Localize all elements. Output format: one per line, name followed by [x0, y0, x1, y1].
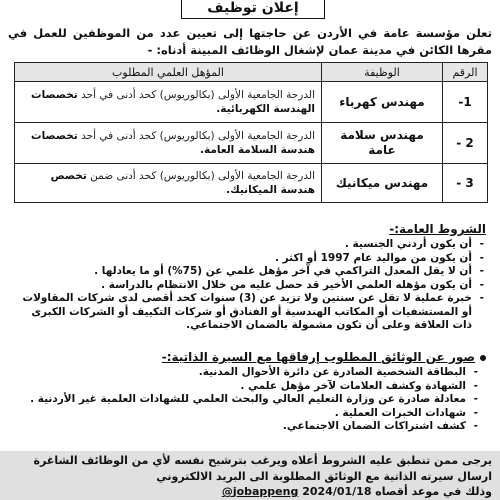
list-item: - معادلة صادرة عن وزارة التعليم العالي والبحث العلمي للشهادات العلمية غير الأردنية . — [20, 393, 480, 407]
header-req: المؤهل العلمي المطلوب — [15, 63, 322, 82]
conditions-title: الشروط العامة:- — [389, 222, 486, 236]
list-item: - أن يكون مؤهله العلمي الأخير قد حصل عليه من خلال الانتظام بالدراسة . — [14, 279, 486, 293]
list-item: - أن لا يقل المعدل التراكمي في آخر مؤهل علمي عن (75%) أو ما يعادلها . — [14, 265, 486, 279]
req-text: الدرجة الجامعية الأولى (بكالوريوس) كحد أدنى في أحد — [81, 130, 315, 142]
jobs-table — [14, 62, 488, 203]
row-req — [15, 123, 322, 164]
table-row — [15, 123, 488, 164]
list-item: - أن يكون أردني الجنسية . — [14, 238, 486, 252]
row-job: مهندس سلامة عامة — [322, 123, 443, 164]
footer-email-link[interactable]: jobappeng@ — [221, 485, 299, 498]
footer-line-2 — [8, 469, 492, 485]
footer-deadline-date: 2024/01/18 — [302, 485, 372, 498]
documents-title: صور عن الوثائق المطلوب إرفاقها مع السيرة الذاتية:- — [161, 350, 475, 364]
conditions-list — [14, 238, 486, 333]
list-item: - البطاقة الشخصية الصادرة عن دائرة الأحوال المدنية. — [20, 366, 480, 380]
header-num: الرقم — [443, 63, 488, 82]
table-row — [15, 164, 488, 203]
row-job: مهندس ميكانيك — [322, 164, 443, 203]
list-item: - الشهادة وكشف العلامات لآخر مؤهل علمي . — [20, 380, 480, 394]
list-item: - خبرة عملية لا تقل عن سنتين ولا تزيد عن (3) سنوات كحد أقصى لدى شركات المقاولات أو المستشفيات أو المكاتب الهندسية أو الفنادق أو شركات التكييف أو الشركات الكبرى ذات العلاقة وعلى أن تكون مشمولة بالضمان الاجتماعي. — [14, 292, 486, 333]
bullet-icon — [480, 355, 486, 361]
list-item: - أن يكون من مواليد عام 1997 أو اكثر . — [14, 252, 486, 266]
table-row — [15, 82, 488, 123]
documents-heading — [162, 350, 486, 364]
row-num: 2 - — [443, 123, 488, 164]
req-text: الدرجة الجامعية الأولى (بكالوريوس) كحد أدنى في أحد — [81, 89, 315, 101]
list-item: - كشف اشتراكات الضمان الاجتماعي. — [20, 420, 480, 434]
header-job: الوظيفة — [322, 63, 443, 82]
table-header-row — [15, 63, 488, 82]
row-num: 3 - — [443, 164, 488, 203]
footer-line-1: يرجى ممن تنطبق عليه الشروط أعلاه ويرغب بترشيح نفسه لأي من الوظائف الشاغرة — [33, 454, 492, 467]
row-num: 1- — [443, 82, 488, 123]
footer-line-3 — [8, 484, 492, 500]
row-req — [15, 82, 322, 123]
conditions-heading — [389, 222, 486, 236]
ad-title: إعلان توظيف — [181, 0, 325, 19]
intro-paragraph: تعلن مؤسسة عامة في الأردن عن حاجتها إلى تعيين عدد من الموظفين للعمل في مقرها الكائن في مدينة عمان لإشغال الوظائف المبينة أدناه: - — [8, 26, 492, 57]
req-specialty: تخصص هندسة الميكانيك. — [50, 170, 315, 196]
documents-list — [20, 366, 480, 434]
footer-deadline-label: وذلك في موعد أقصاه — [371, 485, 492, 498]
footer-line-2-text: ارسال سيرته الذاتية مع الوثائق المطلوبة الى البريد الالكتروني — [156, 469, 492, 483]
row-req — [15, 164, 322, 203]
row-job: مهندس كهرباء — [322, 82, 443, 123]
req-specialty: تخصصات الهندسة الكهربائية. — [31, 89, 315, 115]
list-item: - شهادات الخبرات العملية . — [20, 407, 480, 421]
req-specialty: تخصصات هندسة السلامة العامة. — [31, 130, 315, 156]
footer-instructions — [0, 451, 500, 500]
req-text: الدرجة الجامعية الأولى (بكالوريوس) كحد أدنى ضمن — [90, 170, 315, 182]
